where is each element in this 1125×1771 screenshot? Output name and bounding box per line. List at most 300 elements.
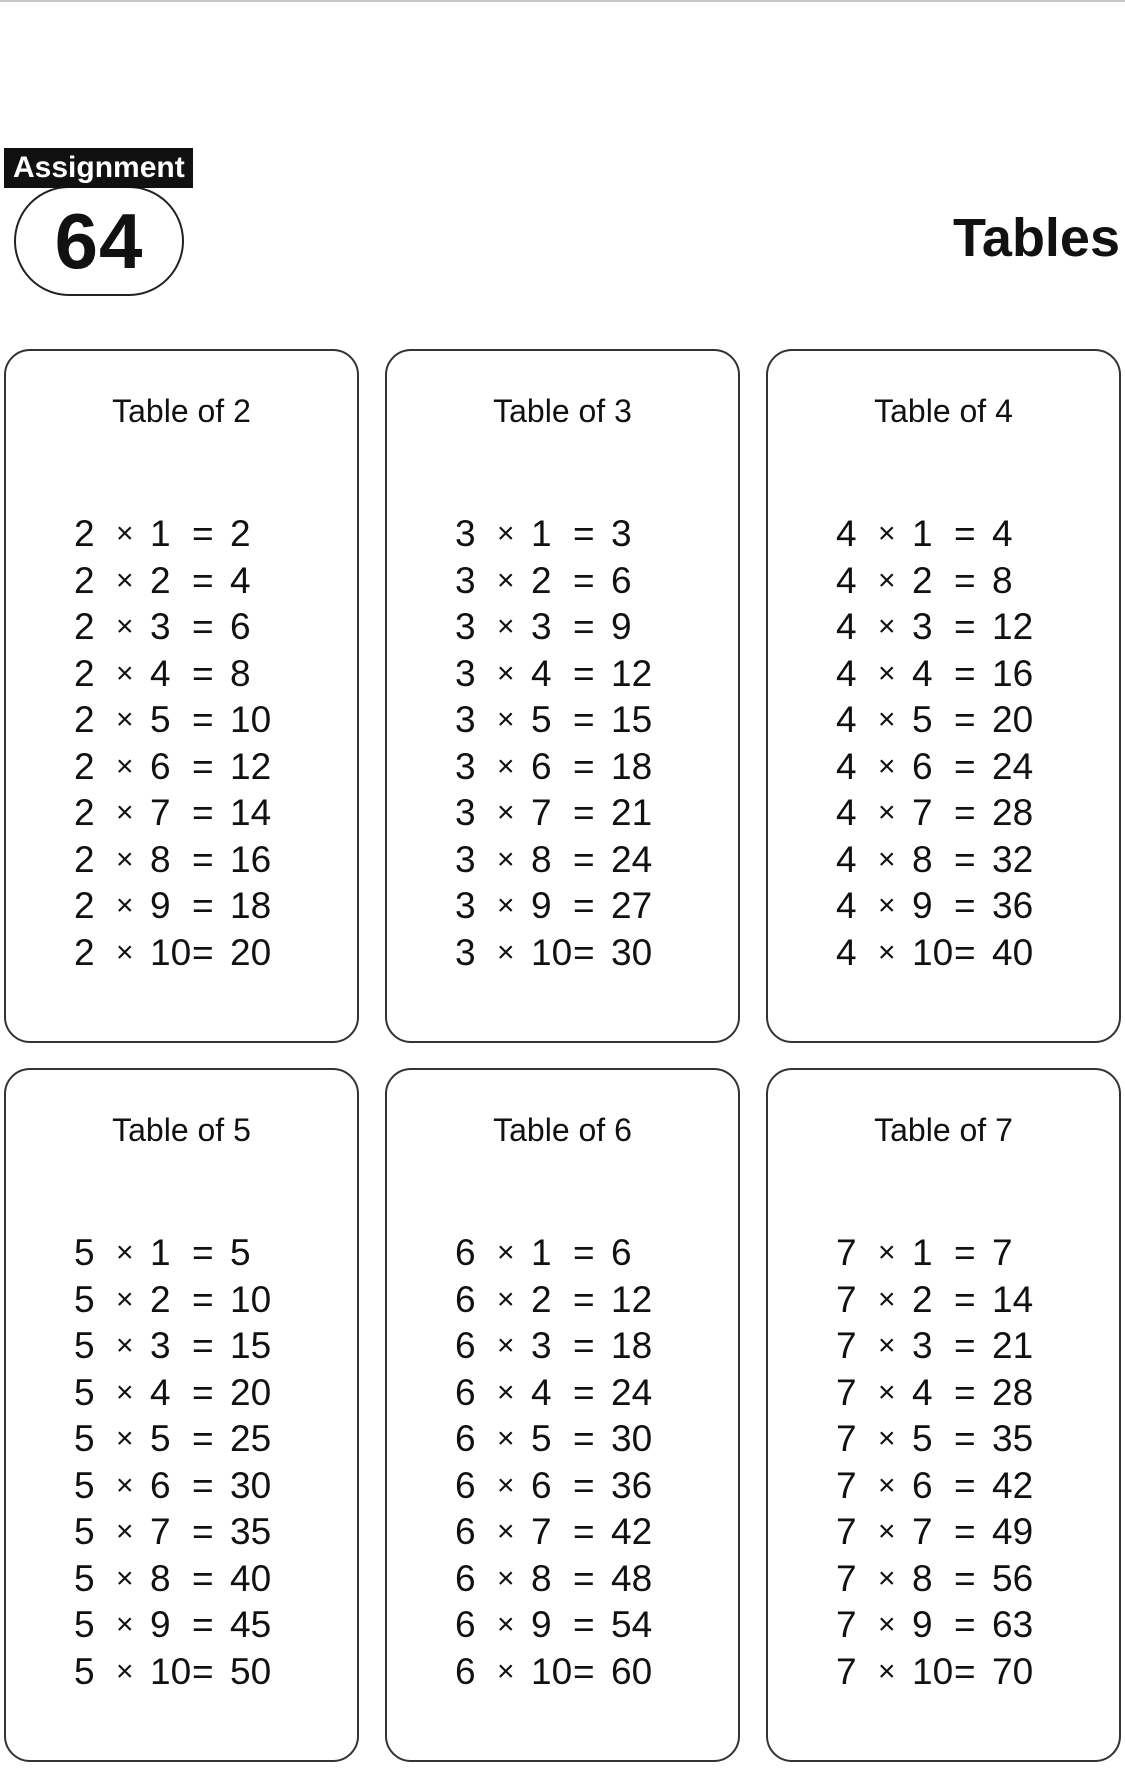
- multiply-sign: ×: [497, 563, 515, 597]
- multiply-sign: ×: [497, 1282, 515, 1316]
- multiplicand: 7: [836, 1464, 857, 1506]
- equals-sign: =: [954, 885, 976, 926]
- multiplicand: 4: [836, 931, 857, 973]
- table-row: [455, 511, 652, 558]
- multiplier: 5: [912, 1418, 933, 1459]
- equals-sign: =: [573, 1371, 595, 1413]
- table-row: [455, 1416, 652, 1463]
- multiplier: 3: [531, 1325, 552, 1366]
- multiplier: 6: [531, 745, 552, 787]
- table-row: [455, 1463, 652, 1510]
- table-row: [455, 883, 652, 930]
- equals-sign: =: [192, 513, 214, 554]
- table-card: [766, 349, 1121, 1043]
- equals-sign: =: [954, 1278, 976, 1320]
- multiplicand: 2: [74, 559, 95, 601]
- table-row: [455, 1602, 652, 1649]
- multiplicand: 4: [836, 838, 857, 880]
- product: 35: [230, 1511, 272, 1552]
- table-row: [836, 1323, 1033, 1370]
- table-row: [836, 651, 1033, 698]
- multiplicand: 2: [74, 699, 95, 740]
- multiplier: 3: [150, 1325, 171, 1366]
- table-row: [74, 558, 271, 605]
- table-row: [455, 790, 652, 837]
- table-row: [455, 651, 652, 698]
- multiplicand: 4: [836, 513, 857, 554]
- table-row: [74, 697, 271, 744]
- multiplier: 6: [150, 745, 171, 787]
- product: 10: [230, 699, 272, 740]
- multiplicand: 2: [74, 745, 95, 787]
- product: 24: [611, 838, 653, 880]
- multiplier: 1: [531, 1232, 552, 1273]
- multiplier: 9: [150, 885, 171, 926]
- product: 12: [611, 1278, 653, 1320]
- equals-sign: =: [573, 1278, 595, 1320]
- table-row: [455, 1323, 652, 1370]
- equals-sign: =: [573, 652, 595, 694]
- multiplicand: 7: [836, 1278, 857, 1320]
- multiplicand: 3: [455, 838, 476, 880]
- multiply-sign: ×: [497, 796, 515, 829]
- multiplicand: 5: [74, 1511, 95, 1552]
- multiplicand: 3: [455, 699, 476, 740]
- multiplicand: 6: [455, 1232, 476, 1273]
- multiplicand: 2: [74, 513, 95, 554]
- multiply-sign: ×: [116, 1236, 134, 1269]
- equals-sign: =: [954, 1557, 976, 1599]
- multiplicand: 7: [836, 1650, 857, 1692]
- table-card: [385, 349, 740, 1043]
- multiplicand: 5: [74, 1325, 95, 1366]
- product: 14: [230, 792, 272, 833]
- multiplier: 8: [150, 838, 171, 880]
- multiplier: 6: [912, 745, 933, 787]
- multiply-sign: ×: [878, 610, 896, 643]
- table-row: [455, 1649, 652, 1696]
- multiplier: 2: [150, 559, 171, 601]
- equals-sign: =: [954, 652, 976, 694]
- multiplier: 9: [531, 1604, 552, 1645]
- product: 8: [992, 559, 1013, 601]
- equals-sign: =: [954, 1371, 976, 1413]
- multiplier: 4: [531, 652, 552, 694]
- multiplicand: 7: [836, 1232, 857, 1273]
- equals-sign: =: [573, 1464, 595, 1506]
- multiplicand: 5: [74, 1557, 95, 1599]
- equals-sign: =: [573, 513, 595, 554]
- product: 4: [230, 559, 251, 601]
- product: 6: [611, 1232, 632, 1273]
- table-row: [836, 837, 1033, 884]
- product: 42: [992, 1464, 1034, 1506]
- table-row: [836, 604, 1033, 651]
- table-row: [836, 697, 1033, 744]
- equals-sign: =: [192, 1604, 214, 1645]
- table-row: [455, 837, 652, 884]
- multiplier: 8: [150, 1557, 171, 1599]
- equals-sign: =: [192, 652, 214, 694]
- table-row: [74, 651, 271, 698]
- multiply-sign: ×: [878, 842, 896, 876]
- multiply-sign: ×: [878, 1375, 896, 1409]
- multiply-sign: ×: [878, 1561, 896, 1595]
- product: 28: [992, 792, 1034, 833]
- product: 54: [611, 1604, 653, 1645]
- equals-sign: =: [573, 606, 595, 647]
- multiply-sign: ×: [878, 1236, 896, 1269]
- product: 40: [992, 931, 1034, 973]
- product: 60: [611, 1650, 653, 1692]
- multiplier: 7: [150, 1511, 171, 1552]
- multiplier: 9: [912, 1604, 933, 1645]
- multiplier: 6: [150, 1464, 171, 1506]
- multiplier: 10: [912, 931, 954, 973]
- table-row: [74, 1463, 271, 1510]
- multiplier: 4: [912, 652, 933, 694]
- multiplier: 1: [150, 1232, 171, 1273]
- equals-sign: =: [954, 1325, 976, 1366]
- table-row: [455, 1230, 652, 1277]
- product: 18: [230, 885, 272, 926]
- multiply-sign: ×: [878, 796, 896, 829]
- product: 18: [611, 745, 653, 787]
- multiplicand: 4: [836, 885, 857, 926]
- multiplier: 7: [531, 1511, 552, 1552]
- product: 30: [611, 931, 653, 973]
- multiply-sign: ×: [497, 610, 515, 643]
- multiply-sign: ×: [116, 1375, 134, 1409]
- multiplicand: 6: [455, 1557, 476, 1599]
- equals-sign: =: [192, 1371, 214, 1413]
- multiplier: 8: [531, 1557, 552, 1599]
- multiplier: 5: [150, 699, 171, 740]
- multiply-sign: ×: [497, 1561, 515, 1595]
- table-rows: [74, 1230, 271, 1695]
- equals-sign: =: [192, 1232, 214, 1273]
- equals-sign: =: [192, 559, 214, 601]
- multiplicand: 2: [74, 652, 95, 694]
- product: 42: [611, 1511, 653, 1552]
- product: 27: [611, 885, 653, 926]
- multiplicand: 4: [836, 792, 857, 833]
- product: 12: [992, 606, 1034, 647]
- multiply-sign: ×: [116, 842, 134, 876]
- table-row: [455, 744, 652, 791]
- table-row: [74, 1556, 271, 1603]
- product: 5: [230, 1232, 251, 1273]
- multiply-sign: ×: [497, 842, 515, 876]
- multiplicand: 5: [74, 1650, 95, 1692]
- table-row: [74, 1323, 271, 1370]
- equals-sign: =: [573, 1604, 595, 1645]
- table-row: [455, 697, 652, 744]
- table-row: [74, 1509, 271, 1556]
- multiplier: 7: [150, 792, 171, 833]
- multiplicand: 4: [836, 745, 857, 787]
- multiplier: 1: [912, 513, 933, 554]
- table-row: [836, 558, 1033, 605]
- table-card-title: Table of 2: [112, 393, 251, 429]
- equals-sign: =: [954, 931, 976, 973]
- multiplicand: 6: [455, 1511, 476, 1552]
- product: 6: [230, 606, 251, 647]
- equals-sign: =: [573, 1557, 595, 1599]
- multiplier: 7: [531, 792, 552, 833]
- equals-sign: =: [192, 1418, 214, 1459]
- multiplier: 10: [150, 1650, 192, 1692]
- table-card-title: Table of 3: [493, 393, 632, 429]
- top-divider: [0, 0, 1125, 2]
- table-row: [836, 790, 1033, 837]
- product: 50: [230, 1650, 272, 1692]
- multiply-sign: ×: [878, 1282, 896, 1316]
- table-card: [766, 1068, 1121, 1762]
- equals-sign: =: [192, 1464, 214, 1506]
- equals-sign: =: [573, 1418, 595, 1459]
- equals-sign: =: [573, 559, 595, 601]
- multiply-sign: ×: [497, 656, 515, 690]
- multiply-sign: ×: [116, 1515, 134, 1548]
- product: 30: [230, 1464, 272, 1506]
- product: 2: [230, 513, 251, 554]
- equals-sign: =: [573, 699, 595, 740]
- product: 24: [992, 745, 1034, 787]
- multiplicand: 5: [74, 1232, 95, 1273]
- multiply-sign: ×: [497, 1329, 515, 1362]
- table-row: [74, 883, 271, 930]
- table-row: [74, 1602, 271, 1649]
- multiply-sign: ×: [116, 1422, 134, 1455]
- table-row: [455, 1370, 652, 1417]
- multiply-sign: ×: [497, 749, 515, 783]
- multiply-sign: ×: [497, 1422, 515, 1455]
- table-row: [74, 511, 271, 558]
- multiplier: 1: [531, 513, 552, 554]
- multiply-sign: ×: [878, 656, 896, 690]
- multiply-sign: ×: [497, 1608, 515, 1641]
- product: 15: [611, 699, 653, 740]
- table-card: [4, 1068, 359, 1762]
- multiply-sign: ×: [116, 656, 134, 690]
- multiplicand: 4: [836, 606, 857, 647]
- equals-sign: =: [573, 1511, 595, 1552]
- table-row: [836, 1416, 1033, 1463]
- multiply-sign: ×: [497, 935, 515, 969]
- equals-sign: =: [192, 1557, 214, 1599]
- equals-sign: =: [573, 885, 595, 926]
- multiply-sign: ×: [878, 1468, 896, 1502]
- multiplier: 6: [912, 1464, 933, 1506]
- product: 15: [230, 1325, 272, 1366]
- product: 24: [611, 1371, 653, 1413]
- multiplicand: 6: [455, 1278, 476, 1320]
- product: 63: [992, 1604, 1034, 1645]
- multiplier: 8: [912, 1557, 933, 1599]
- table-row: [836, 744, 1033, 791]
- table-row: [836, 1463, 1033, 1510]
- multiplier: 10: [912, 1650, 954, 1692]
- product: 10: [230, 1278, 272, 1320]
- equals-sign: =: [192, 792, 214, 833]
- multiplier: 4: [912, 1371, 933, 1413]
- equals-sign: =: [954, 792, 976, 833]
- multiply-sign: ×: [878, 1515, 896, 1548]
- multiply-sign: ×: [116, 1561, 134, 1595]
- multiply-sign: ×: [878, 1654, 896, 1688]
- multiplier: 3: [912, 606, 933, 647]
- product: 30: [611, 1418, 653, 1459]
- equals-sign: =: [954, 1418, 976, 1459]
- multiplier: 8: [531, 838, 552, 880]
- equals-sign: =: [192, 931, 214, 973]
- multiplicand: 2: [74, 885, 95, 926]
- multiplicand: 3: [455, 885, 476, 926]
- multiplicand: 6: [455, 1371, 476, 1413]
- multiply-sign: ×: [116, 1468, 134, 1502]
- multiplicand: 2: [74, 606, 95, 647]
- equals-sign: =: [192, 699, 214, 740]
- equals-sign: =: [954, 699, 976, 740]
- equals-sign: =: [954, 1464, 976, 1506]
- table-row: [74, 604, 271, 651]
- multiplier: 4: [531, 1371, 552, 1413]
- table-row: [836, 1230, 1033, 1277]
- multiplicand: 2: [74, 931, 95, 973]
- table-row: [836, 1277, 1033, 1324]
- multiply-sign: ×: [878, 517, 896, 550]
- table-row: [455, 604, 652, 651]
- table-row: [836, 1509, 1033, 1556]
- product: 56: [992, 1557, 1034, 1599]
- multiply-sign: ×: [878, 703, 896, 736]
- table-card-title: Table of 4: [874, 393, 1013, 429]
- product: 49: [992, 1511, 1034, 1552]
- multiply-sign: ×: [116, 610, 134, 643]
- table-row: [836, 930, 1033, 977]
- table-card-title: Table of 7: [874, 1112, 1013, 1148]
- table-row: [74, 837, 271, 884]
- table-row: [74, 1230, 271, 1277]
- table-rows: [836, 511, 1033, 976]
- product: 25: [230, 1418, 272, 1459]
- multiplicand: 7: [836, 1557, 857, 1599]
- product: 36: [611, 1464, 653, 1506]
- equals-sign: =: [954, 606, 976, 647]
- equals-sign: =: [192, 1278, 214, 1320]
- multiply-sign: ×: [878, 889, 896, 922]
- multiplicand: 5: [74, 1464, 95, 1506]
- table-row: [836, 1370, 1033, 1417]
- multiplier: 5: [531, 699, 552, 740]
- multiplier: 5: [912, 699, 933, 740]
- multiply-sign: ×: [116, 749, 134, 783]
- multiplicand: 6: [455, 1650, 476, 1692]
- multiplier: 9: [531, 885, 552, 926]
- product: 21: [992, 1325, 1034, 1366]
- multiplier: 2: [531, 559, 552, 601]
- multiplicand: 7: [836, 1604, 857, 1645]
- product: 4: [992, 513, 1013, 554]
- multiply-sign: ×: [116, 935, 134, 969]
- multiplicand: 5: [74, 1604, 95, 1645]
- product: 45: [230, 1604, 272, 1645]
- equals-sign: =: [192, 606, 214, 647]
- multiplier: 2: [150, 1278, 171, 1320]
- table-rows: [455, 1230, 652, 1695]
- equals-sign: =: [573, 1650, 595, 1692]
- product: 36: [992, 885, 1034, 926]
- product: 20: [230, 931, 272, 973]
- table-row: [836, 883, 1033, 930]
- multiply-sign: ×: [497, 517, 515, 550]
- table-row: [74, 1277, 271, 1324]
- multiplicand: 2: [74, 792, 95, 833]
- table-card: [385, 1068, 740, 1762]
- table-row: [455, 1556, 652, 1603]
- multiplicand: 6: [455, 1464, 476, 1506]
- product: 40: [230, 1557, 272, 1599]
- multiplier: 8: [912, 838, 933, 880]
- multiplier: 1: [912, 1232, 933, 1273]
- multiplicand: 5: [74, 1418, 95, 1459]
- multiplier: 10: [531, 931, 573, 973]
- multiplicand: 3: [455, 792, 476, 833]
- multiply-sign: ×: [878, 749, 896, 783]
- multiply-sign: ×: [497, 1375, 515, 1409]
- equals-sign: =: [954, 1511, 976, 1552]
- product: 18: [611, 1325, 653, 1366]
- multiply-sign: ×: [497, 703, 515, 736]
- multiply-sign: ×: [497, 1468, 515, 1502]
- multiplier: 4: [150, 1371, 171, 1413]
- multiplicand: 4: [836, 559, 857, 601]
- product: 12: [611, 652, 653, 694]
- equals-sign: =: [192, 838, 214, 880]
- equals-sign: =: [954, 1232, 976, 1273]
- multiply-sign: ×: [116, 517, 134, 550]
- multiply-sign: ×: [878, 563, 896, 597]
- table-row: [836, 1602, 1033, 1649]
- product: 6: [611, 559, 632, 601]
- multiplicand: 3: [455, 513, 476, 554]
- table-rows: [74, 511, 271, 976]
- equals-sign: =: [192, 745, 214, 787]
- table-row: [74, 790, 271, 837]
- product: 14: [992, 1278, 1034, 1320]
- table-rows: [455, 511, 652, 976]
- multiplier: 6: [531, 1464, 552, 1506]
- equals-sign: =: [954, 838, 976, 880]
- table-row: [836, 1556, 1033, 1603]
- multiply-sign: ×: [116, 1282, 134, 1316]
- multiplicand: 7: [836, 1325, 857, 1366]
- multiplier: 9: [912, 885, 933, 926]
- multiply-sign: ×: [878, 1422, 896, 1455]
- table-row: [455, 558, 652, 605]
- multiplier: 5: [150, 1418, 171, 1459]
- multiply-sign: ×: [878, 1329, 896, 1362]
- multiply-sign: ×: [116, 889, 134, 922]
- product: 48: [611, 1557, 653, 1599]
- multiplicand: 6: [455, 1325, 476, 1366]
- product: 35: [992, 1418, 1034, 1459]
- multiply-sign: ×: [497, 1515, 515, 1548]
- multiply-sign: ×: [116, 703, 134, 736]
- table-row: [836, 1649, 1033, 1696]
- multiply-sign: ×: [116, 563, 134, 597]
